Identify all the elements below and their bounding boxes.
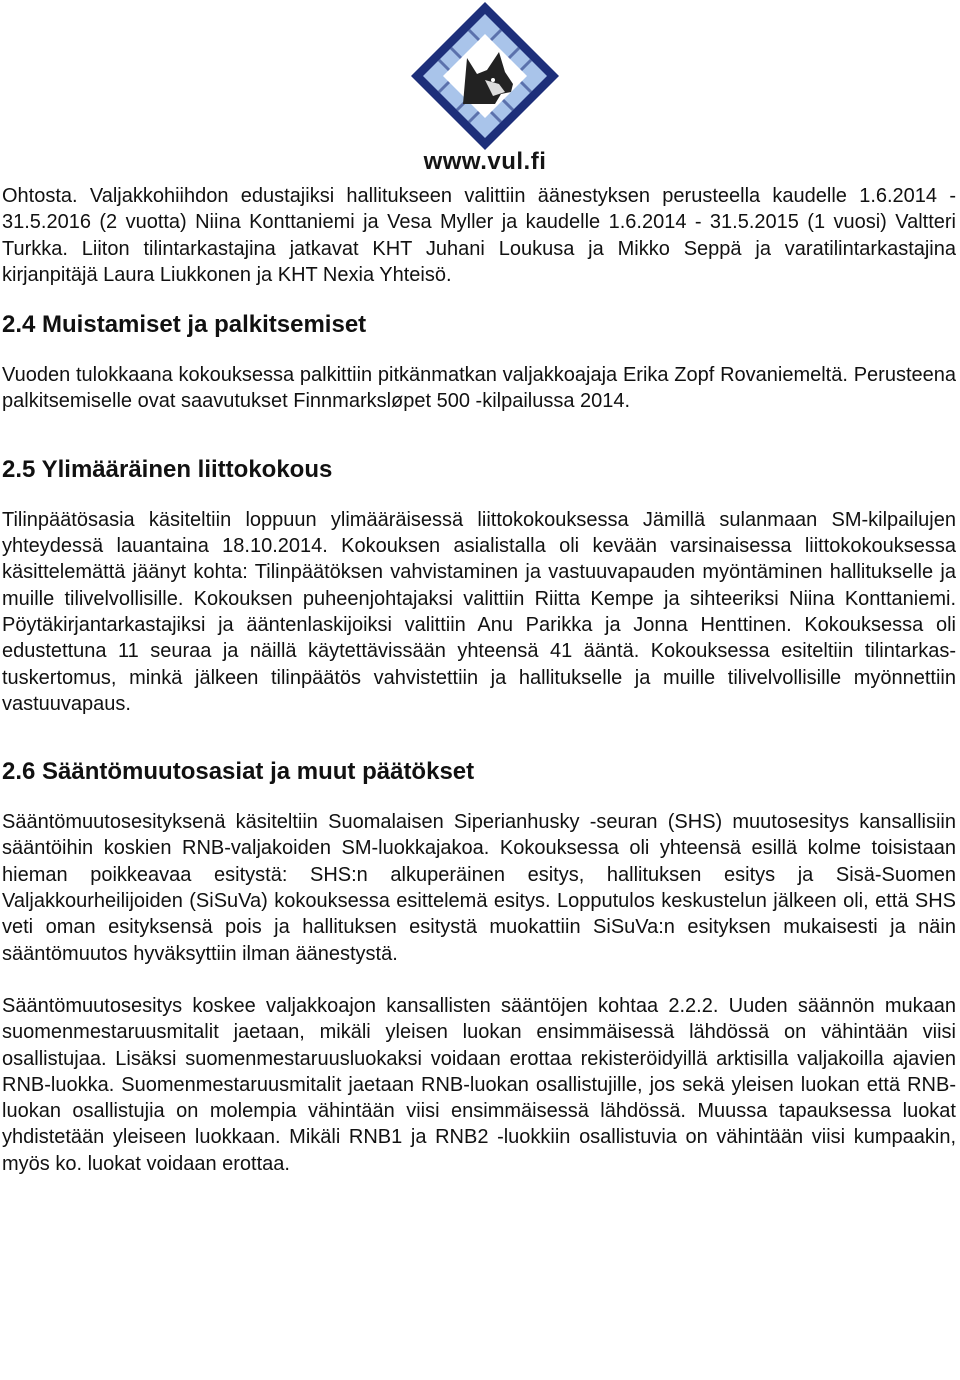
paragraph-rule-change-details: Sääntömuutosesitys koskee valjakkoajon kansallisten sääntöjen kohtaa 2.2.2. Uuden säännön mukaan suomenmestaruusmitalit jaetaan, mikäli yleisen luokan ensimmäisessä lähdössä on vähintään viisi osallistujaa. Lisäksi suomenmestaruusluokaksi voidaan erottaa rekisteröidyillä arktisilla valjakoilla ajavien RNB-luokka. Suomenmestaruusmitalit jaetaan RNB-luokan osallistujille, jos sekä yleisen luokan että RNB-luokan osallistujia on molempia vähintään viisi ensimmäisessä lähdössä. Muussa tapauksessa luokat yhdistetään yleiseen luokkaan. Mikäli RNB1 ja RNB2 -luokkiin osallistuvia on vähintään viisi kumpaakin, myös ko. luokat voidaan erottaa. bbox=[2, 994, 956, 1175]
paragraph-rule-change-proposals: Sääntömuutosesityksenä käsiteltiin Suomalaisen Siperianhusky -seuran (SHS) muutosesitys kansallisiin sääntöihin koskien RNB-valjakoiden SM-luokkajakoa. Kokouksessa oli yhteensä esillä kolme toisistaan hieman poikkeavaa esitystä: SHS:n alkuperäinen esitys, hallituksen esitys ja Sisä-Suomen Valjakkourheilijoiden (SiSuVa) kokouksessa esittelemä esitys. Lopputulos keskustelun jälkeen oli, että SHS veti oman esityksensä pois ja hallituksen esitystä muokattiin SiSuVa:n esityksen mukaisesti ja näin sääntömuutos hyväksyttiin ilman äänestystä. bbox=[2, 811, 956, 965]
organization-logo[interactable] bbox=[335, 0, 635, 178]
logo-url-text: www.vul.fi bbox=[423, 148, 547, 175]
section-heading-2-6: 2.6 Sääntömuutosasiat ja muut päätökset bbox=[2, 758, 475, 786]
paragraph-election-results: Ohtosta. Valjakkohiihdon edustajiksi hallitukseen valittiin äänestyksen perusteella kaudelle 1.6.2014 - 31.5.2016 (2 vuotta) Niina Konttaniemi ja Vesa Myller ja kaudelle 1.6.2014 - 31.5.2015 (1 vuosi) Valtteri Turkka. Liiton tilintarkastajina jatkavat KHT Juhani Loukusa ja Mikko Seppä ja varatilintarkastajina kirjanpitäjä Laura Liukkonen ja KHT Nexia Yhteisö. bbox=[2, 185, 956, 286]
document-body bbox=[2, 183, 956, 1177]
section-heading-2-5: 2.5 Ylimääräinen liittokokous bbox=[2, 455, 333, 483]
section-heading-2-4: 2.4 Muistamiset ja palkitsemiset bbox=[2, 311, 367, 339]
husky-diamond-logo-icon bbox=[335, 0, 635, 150]
paragraph-extraordinary-meeting: Tilinpäätösasia käsiteltiin loppuun ylimääräisessä liittokokouksessa Jämillä sulanmaan SM-kilpailujen yhteydessä lauantaina 18.10.2014. Kokouksen asialistalla oli kevään varsinaisessa liittokokouksessa käsittelemättä jäänyt kohta: Tilinpäätöksen vahvistaminen ja vastuuvapauden myöntäminen hallitukselle ja muille tilivelvollisille. Kokouksen puheenjohtajaksi valittiin Riitta Kempe ja sihteeriksi Niina Konttaniemi. Pöytäkirjantarkastajiksi ja ääntenlaskijoiksi valittiin Anu Parikka ja Jonna Henttinen. Kokouksessa oli edustettuna 11 seuraa ja näillä käytettävissään yhteensä 41 ääntä. Kokouksessa esiteltiin tilintarkastuskertomus, minkä jälkeen tilinpäätös vahvistettiin ja hallitukselle ja muille tilivelvollisille myönnettiin vastuuvapaus. bbox=[2, 508, 956, 715]
paragraph-awards: Vuoden tulokkaana kokouksessa palkittiin pitkänmatkan valjakkoajaja Erika Zopf Rovaniemeltä. Perusteena palkitsemiselle ovat saavutukset Finnmarksløpet 500 -kilpailussa 2014. bbox=[2, 364, 956, 413]
